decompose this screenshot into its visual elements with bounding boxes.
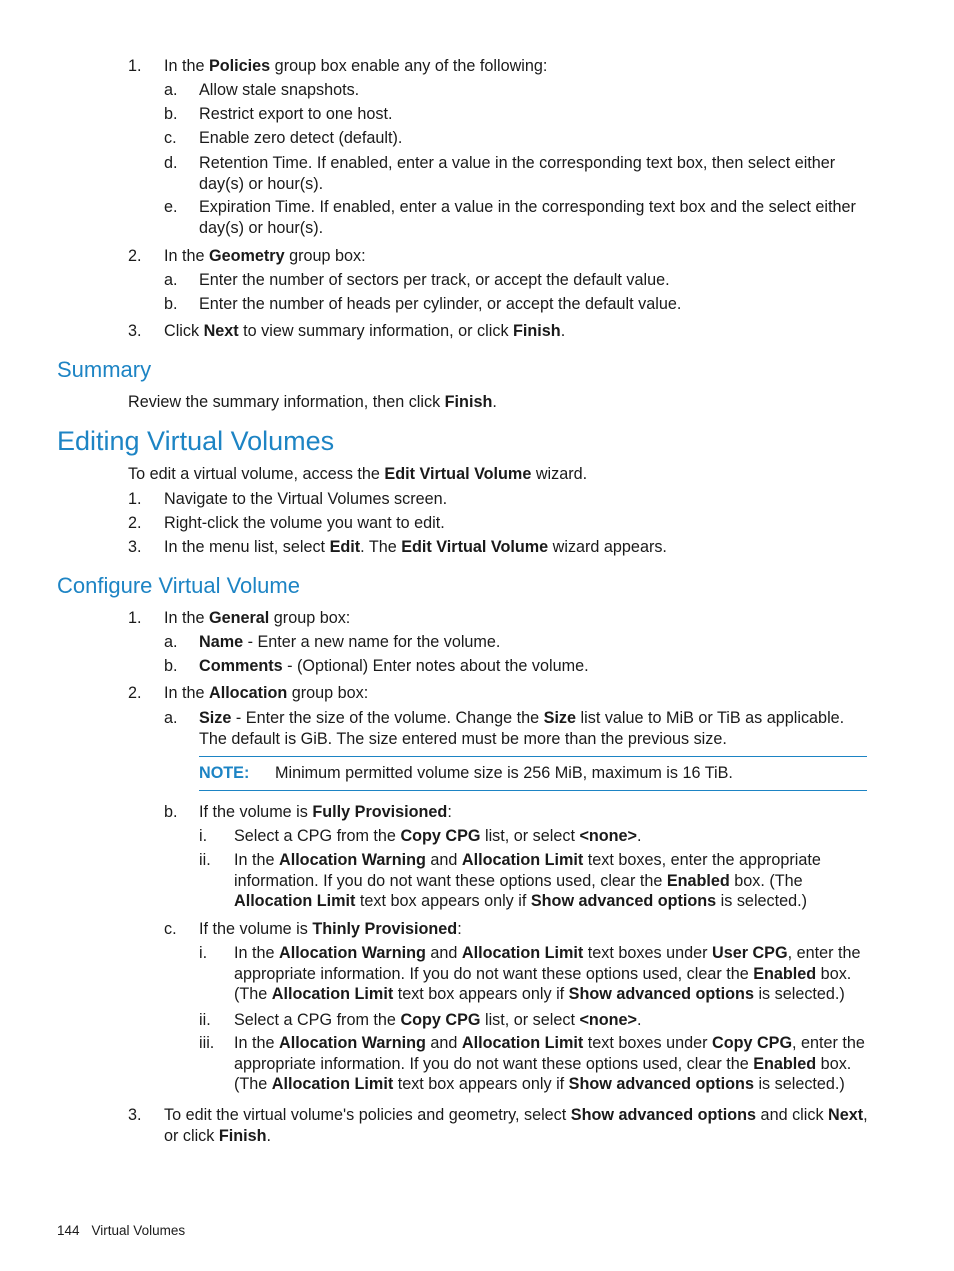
step-text: Right-click the volume you want to edit.	[164, 514, 445, 532]
general-intro: In the General group box:	[164, 609, 351, 627]
step-number: 3.	[128, 538, 142, 556]
list-item: Select a CPG from the Copy CPG list, or select <none>.	[234, 1011, 642, 1029]
list-item: Retention Time. If enabled, enter a value in the corresponding text box, then select either day(s) or hour(s).	[199, 154, 836, 193]
policies-intro: In the Policies group box enable any of the following:	[164, 57, 548, 75]
item-letter: a.	[164, 271, 178, 289]
item-letter: a.	[164, 633, 178, 651]
list-item: Enter the number of heads per cylinder, or accept the default value.	[199, 295, 682, 313]
note-label: NOTE:	[199, 764, 250, 782]
list-item: In the Allocation Warning and Allocation Limit text boxes under User CPG, enter the appropriate information. If you do not want these options used, clear the Enabled box. (The Allocation Limit text box appears only if Show advanced options is selected.)	[234, 944, 861, 1003]
step-number: 1.	[128, 609, 142, 627]
item-numeral: i.	[199, 944, 208, 962]
step-text: Navigate to the Virtual Volumes screen.	[164, 490, 448, 508]
item-letter: d.	[164, 154, 178, 172]
step-number: 2.	[128, 684, 142, 702]
page-footer	[57, 1222, 185, 1240]
item-letter: c.	[164, 129, 177, 147]
item-numeral: ii.	[199, 851, 211, 869]
list-item: Size - Enter the size of the volume. Change the Size list value to MiB or TiB as applicable. The default is GiB. The size entered must be more than the previous size.	[199, 709, 845, 748]
step-text: To edit the virtual volume's policies and geometry, select Show advanced options and click Next, or click Finish.	[164, 1106, 868, 1145]
item-letter: b.	[164, 295, 178, 313]
summary-heading: Summary	[57, 357, 152, 382]
item-letter: a.	[164, 81, 178, 99]
step-text: Click Next to view summary information, or click Finish.	[164, 322, 566, 340]
step-number: 2.	[128, 247, 142, 265]
list-item: In the Allocation Warning and Allocation Limit text boxes, enter the appropriate information. If you do not want these options used, clear the Enabled box. (The Allocation Limit text box appears only if Show advanced options is selected.)	[234, 851, 821, 910]
editing-intro: To edit a virtual volume, access the Edit Virtual Volume wizard.	[128, 465, 588, 483]
item-letter: b.	[164, 105, 178, 123]
item-letter: e.	[164, 198, 178, 216]
list-item: If the volume is Fully Provisioned:	[199, 803, 452, 821]
list-item: Enable zero detect (default).	[199, 129, 403, 147]
item-letter: c.	[164, 920, 177, 938]
list-item: If the volume is Thinly Provisioned:	[199, 920, 462, 938]
step-number: 3.	[128, 322, 142, 340]
allocation-intro: In the Allocation group box:	[164, 684, 369, 702]
geometry-intro: In the Geometry group box:	[164, 247, 366, 265]
item-numeral: iii.	[199, 1034, 215, 1052]
item-numeral: ii.	[199, 1011, 211, 1029]
step-number: 1.	[128, 57, 142, 75]
summary-text: Review the summary information, then click Finish.	[128, 393, 497, 411]
item-letter: b.	[164, 657, 178, 675]
configure-heading: Configure Virtual Volume	[57, 573, 300, 598]
list-item: Name - Enter a new name for the volume.	[199, 633, 501, 651]
editing-heading: Editing Virtual Volumes	[57, 426, 335, 456]
page-number: 144	[57, 1223, 80, 1238]
list-item: Select a CPG from the Copy CPG list, or select <none>.	[234, 827, 642, 845]
list-item: Enter the number of sectors per track, or accept the default value.	[199, 271, 670, 289]
step-number: 2.	[128, 514, 142, 532]
list-item: Allow stale snapshots.	[199, 81, 360, 99]
step-number: 1.	[128, 490, 142, 508]
item-letter: b.	[164, 803, 178, 821]
step-number: 3.	[128, 1106, 142, 1124]
list-item: Comments - (Optional) Enter notes about the volume.	[199, 657, 589, 675]
footer-section: Virtual Volumes	[91, 1223, 186, 1238]
step-text: In the menu list, select Edit. The Edit Virtual Volume wizard appears.	[164, 538, 667, 556]
list-item: In the Allocation Warning and Allocation Limit text boxes under Copy CPG, enter the appropriate information. If you do not want these options used, clear the Enabled box. (The Allocation Limit text box appears only if Show advanced options is selected.)	[234, 1034, 865, 1093]
list-item: Restrict export to one host.	[199, 105, 393, 123]
note-box	[199, 756, 867, 791]
item-letter: a.	[164, 709, 178, 727]
note-text: Minimum permitted volume size is 256 MiB, maximum is 16 TiB.	[275, 764, 733, 782]
list-item: Expiration Time. If enabled, enter a value in the corresponding text box and the select either day(s) or hour(s).	[199, 198, 856, 237]
item-numeral: i.	[199, 827, 208, 845]
